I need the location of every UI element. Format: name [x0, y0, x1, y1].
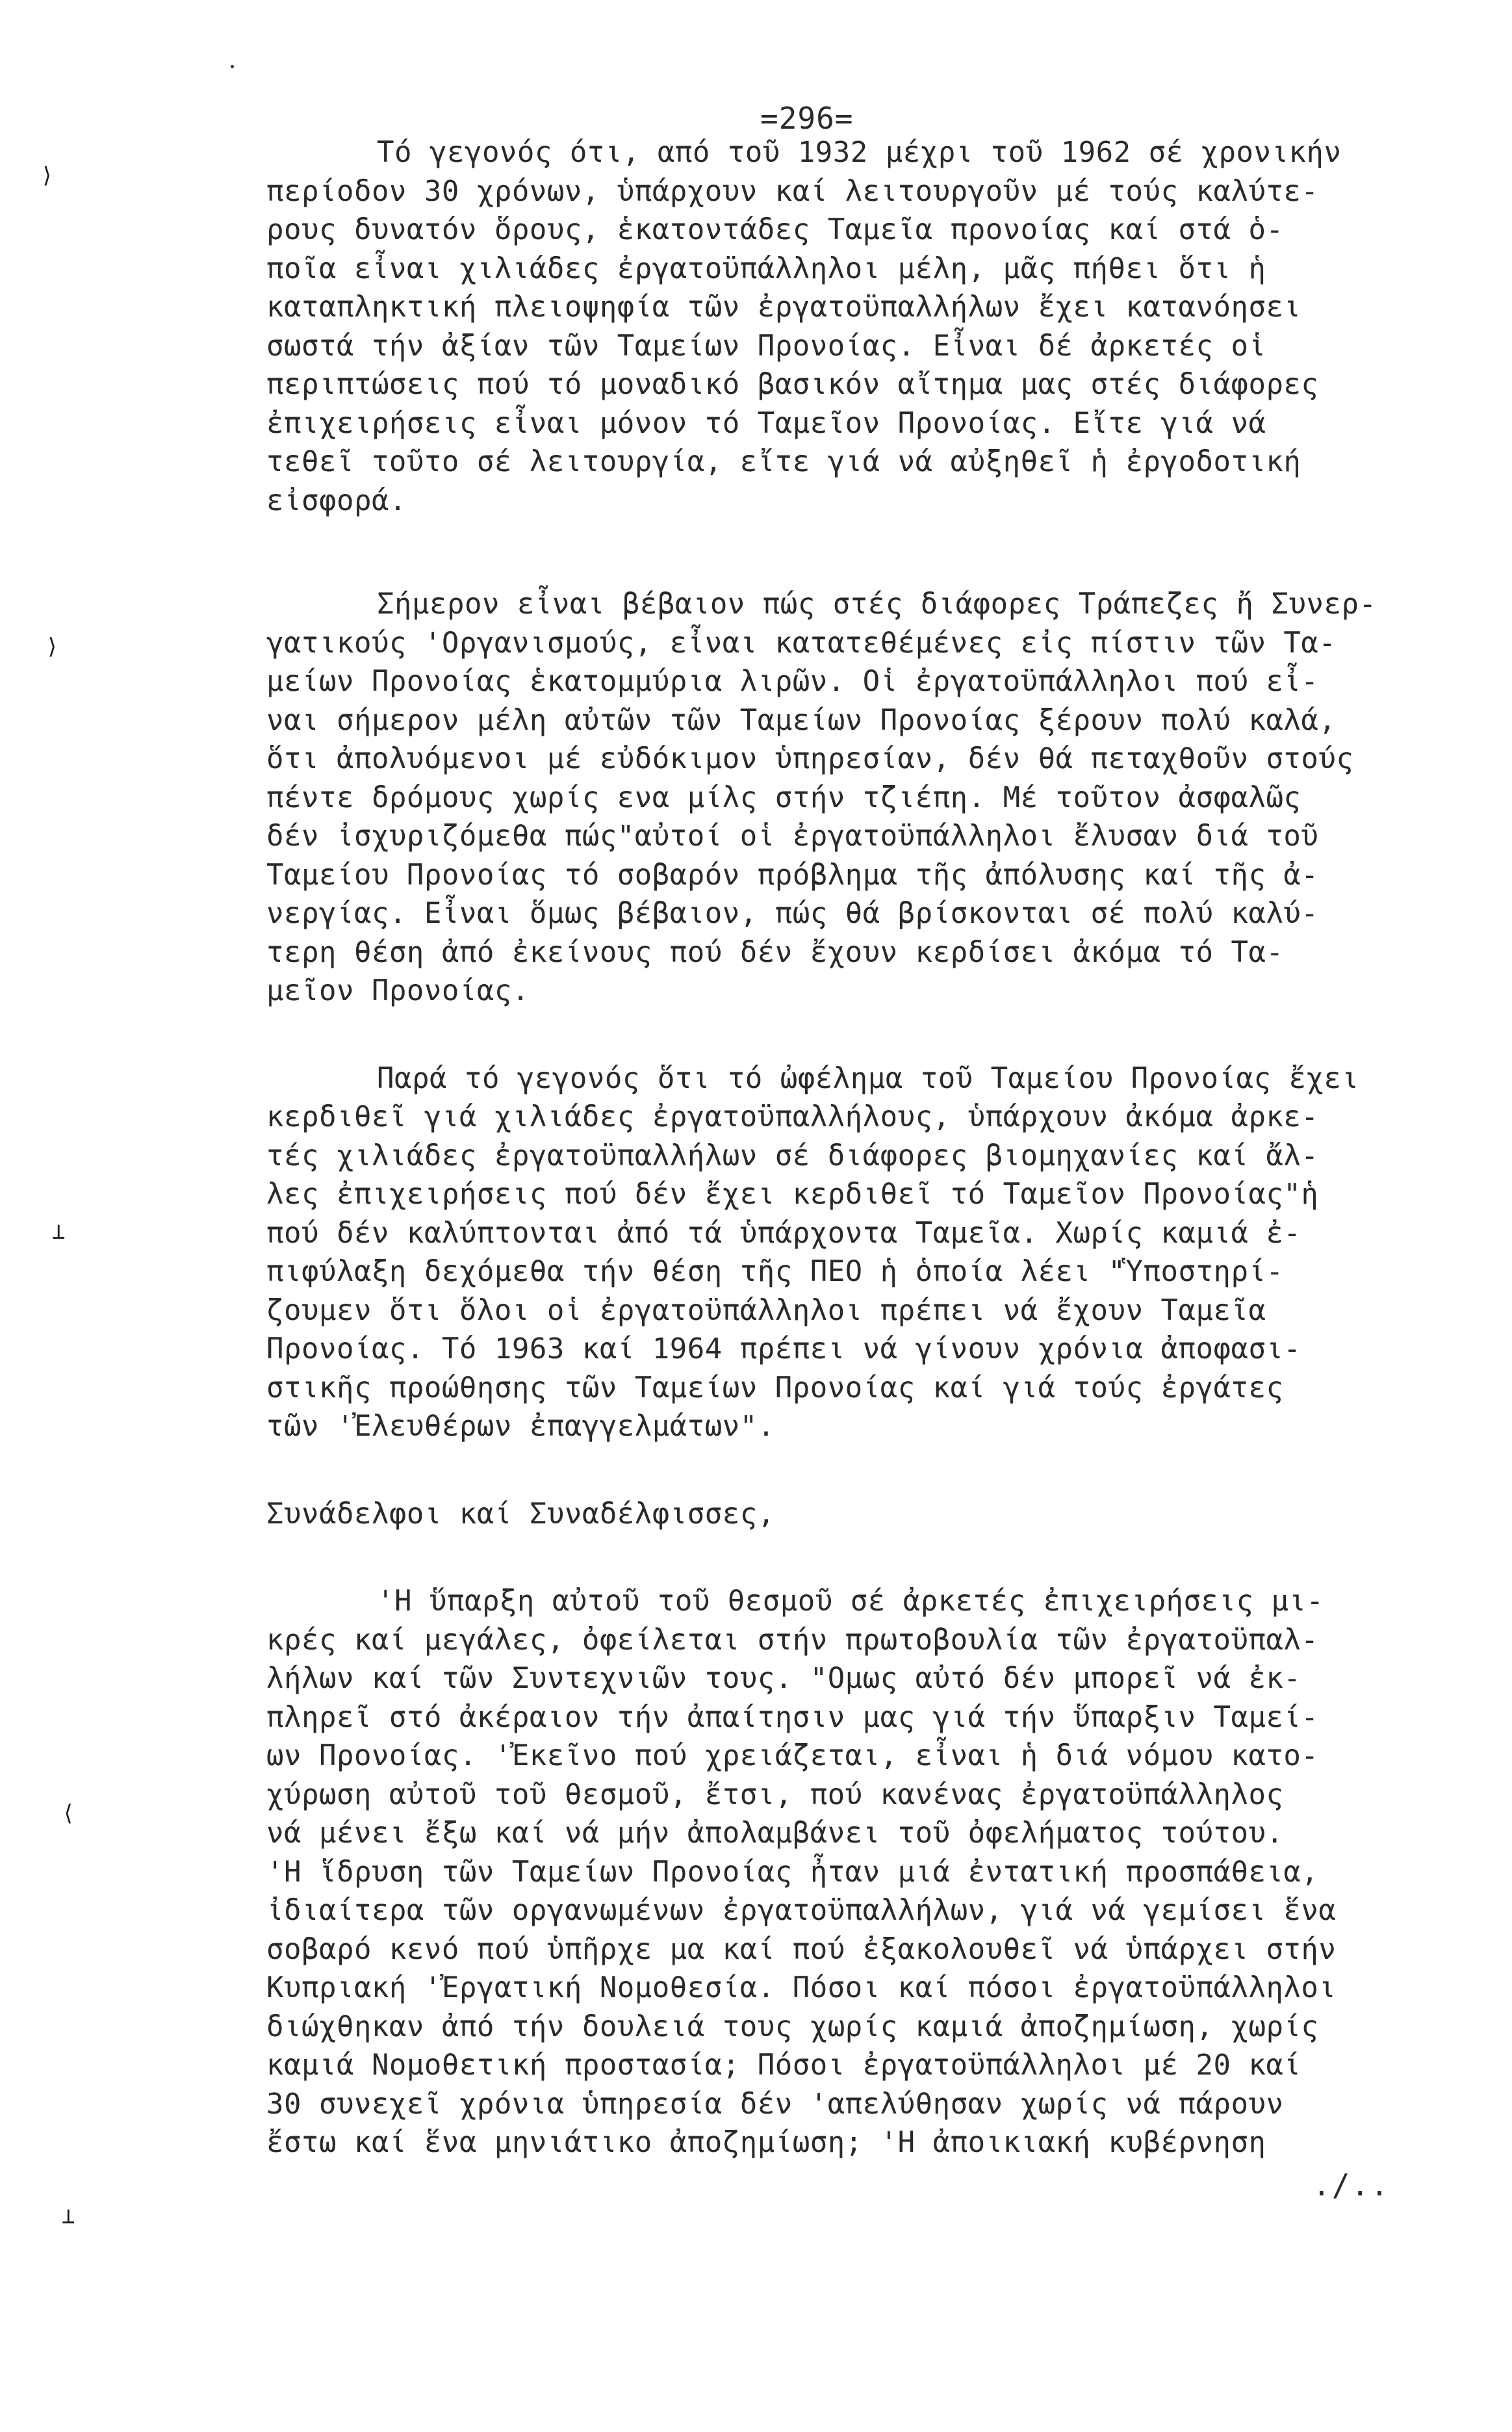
text-line: κερδιθεῖ γιά χιλιάδες ἐργατοϋπαλλήλους, ὑπάρχουν ἀκόμα ἀρκε- — [266, 1100, 1319, 1133]
text-line: Κυπριακή 'Ἐργατική Νομοθεσία. Πόσοι καί πόσοι ἐργατοϋπάλληλοι — [266, 1971, 1337, 2004]
text-line: τεθεῖ τοῦτο σέ λειτουργία, εἴτε γιά νά αὐξηθεῖ ἡ ἐργοδοτική — [266, 445, 1301, 478]
text-line: ων Προνοίας. 'Ἐκεῖνο πού χρειάζεται, εἶναι ἡ διά νόμου κατο- — [266, 1739, 1319, 1772]
paragraph-3 — [266, 1059, 1501, 1446]
text-line: πέντε δρόμους χωρίς ενα μίλς στήν τζιέπη. Μέ τοῦτον ἀσφαλῶς — [266, 781, 1301, 814]
text-line: καταπληκτική πλειοψηφία τῶν ἐργατοϋπαλλήλων ἔχει κατανόησει — [266, 291, 1301, 324]
paragraph-1 — [266, 133, 1501, 520]
speck — [231, 65, 234, 68]
text-line: τές χιλιάδες ἐργατοϋπαλλήλων σέ διάφορες βιομηχανίες καί ἄλ- — [266, 1139, 1319, 1172]
text-line: τερη θέση ἀπό ἐκείνους πού δέν ἔχουν κερδίσει ἀκόμα τό Τα- — [266, 935, 1284, 969]
text-line: δέν ἰσχυριζόμεθα πώς"αὐτοί οἱ ἐργατοϋπάλληλοι ἔλυσαν διά τοῦ — [266, 820, 1319, 853]
text-line: Προνοίας. Τό 1963 καί 1964 πρέπει νά γίνουν χρόνια ἀποφασι- — [266, 1332, 1301, 1365]
text-line: Παρά τό γεγονός ὅτι τό ὠφέλημα τοῦ Ταμείου Προνοίας ἔχει — [377, 1061, 1359, 1095]
margin-mark: ⟩ — [45, 634, 59, 660]
text-line: 30 συνεχεῖ χρόνια ὑπηρεσία δέν 'απελύθησαν χωρίς νά πάρουν — [266, 2087, 1284, 2121]
text-line: πού δέν καλύπτονται ἀπό τά ὑπάρχοντα Ταμεῖα. Χωρίς καμιά ἐ- — [266, 1216, 1301, 1250]
text-line: 'Η ἵδρυση τῶν Ταμείων Προνοίας ἦταν μιά ἐντατική προσπάθεια, — [266, 1855, 1319, 1889]
text-line: μεῖον Προνοίας. — [266, 974, 530, 1007]
text-line: πληρεῖ στό ἀκέραιον τήν ἀπαίτησιν μας γιά τήν ὕπαρξιν Ταμεί- — [266, 1700, 1319, 1734]
text-line: διώχθηκαν ἀπό τήν δουλειά τους χωρίς καμιά ἀποζημίωση, χωρίς — [266, 2010, 1319, 2043]
salutation-line: Συνάδελφοι καί Συναδέλφισσες, — [266, 1497, 775, 1531]
text-line: περιπτώσεις πού τό μοναδικό βασικόν αἴτημα μας στές διάφορες — [266, 368, 1319, 401]
text-line: ἰδιαίτερα τῶν οργανωμένων ἐργατοϋπαλλήλων, γιά νά γεμίσει ἕνα — [266, 1894, 1337, 1927]
text-line: Ταμείου Προνοίας τό σοβαρόν πρόβλημα τῆς ἀπόλυσης καί τῆς ἀ- — [266, 858, 1319, 892]
text-line: εἰσφορά. — [266, 484, 407, 517]
text-line: πιφύλαξη δεχόμεθα τήν θέση τῆς ΠΕΟ ἡ ὁποία λέει "Ὑποστηρί- — [266, 1255, 1284, 1288]
text-line: ἐπιχειρήσεις εἶναι μόνον τό Ταμεῖον Προνοίας. Εἴτε γιά νά — [266, 406, 1266, 440]
document-body — [266, 133, 1501, 2162]
text-line: νεργίας. Εἶναι ὅμως βέβαιον, πώς θά βρίσκονται σέ πολύ καλύ- — [266, 897, 1319, 930]
text-line: Σήμερον εἶναι βέβαιον πώς στές διάφορες Τράπεζες ἤ Συνερ- — [377, 588, 1377, 621]
text-line: Τό γεγονός ότι, από τοῦ 1932 μέχρι τοῦ 1962 σέ χρονικήν — [377, 136, 1342, 169]
text-line: στικῆς προώθησης τῶν Ταμείων Προνοίας καί γιά τούς ἐργάτες — [266, 1371, 1284, 1404]
text-line: τῶν 'Ἐλευθέρων ἐπαγγελμάτων". — [266, 1410, 775, 1443]
text-line: ἔστω καί ἕνα μηνιάτικο ἀποζημίωση; 'Η ἀποικιακή κυβέρνηση — [266, 2126, 1266, 2159]
text-line: περίοδον 30 χρόνων, ὑπάρχουν καί λειτουργοῦν μέ τούς καλύτε- — [266, 174, 1319, 208]
text-line: κρές καί μεγάλες, ὀφείλεται στήν πρωτοβουλία τῶν ἐργατοϋπαλ- — [266, 1623, 1319, 1657]
text-line: καμιά Νομοθετική προστασία; Πόσοι ἐργατοϋπάλληλοι μέ 20 καί — [266, 2049, 1301, 2082]
text-line: 'Η ὕπαρξη αὐτοῦ τοῦ θεσμοῦ σέ ἀρκετές ἐπιχειρήσεις μι- — [377, 1585, 1324, 1618]
text-line: μείων Προνοίας ἑκατομμύρια λιρῶν. Οἱ ἐργατοϋπάλληλοι πού εἶ- — [266, 665, 1319, 698]
text-line: σωστά τήν ἀξίαν τῶν Ταμείων Προνοίας. Εἶναι δέ ἀρκετές οἱ — [266, 329, 1266, 363]
margin-mark: ⊥ — [52, 1219, 66, 1245]
text-line: χύρωση αὐτοῦ τοῦ θεσμοῦ, ἔτσι, πού κανένας ἐργατοϋπάλληλος — [266, 1778, 1284, 1811]
text-line: ζουμεν ὅτι ὅλοι οἱ ἐργατοϋπάλληλοι πρέπει νά ἔχουν Ταμεῖα — [266, 1293, 1266, 1327]
text-line: λήλων καί τῶν Συντεχνιῶν τους. "Ομως αὐτό δέν μπορεῖ νά ἐκ- — [266, 1662, 1301, 1695]
text-line: σοβαρό κενό πού ὑπῆρχε μα καί πού ἐξακολουθεῖ νά ὑπάρχει στήν — [266, 1932, 1337, 1966]
text-line: λες ἐπιχειρήσεις πού δέν ἔχει κερδιθεῖ τό Ταμεῖον Προνοίας"ἡ — [266, 1178, 1319, 1211]
text-line: ρους δυνατόν ὅρους, ἑκατοντάδες Ταμεῖα προνοίας καί στά ὁ- — [266, 213, 1284, 246]
text-line: ποῖα εἶναι χιλιάδες ἐργατοϋπάλληλοι μέλη, μᾶς πήθει ὅτι ἡ — [266, 252, 1266, 285]
text-line: ὅτι ἀπολυόμενοι μέ εὐδόκιμον ὑπηρεσίαν, δέν θά πεταχθοῦν στούς — [266, 742, 1354, 775]
text-line: νά μένει ἔξω καί νά μήν ἀπολαμβάνει τοῦ ὀφελήματος τούτου. — [266, 1817, 1284, 1850]
margin-mark: ⟨ — [62, 1800, 75, 1826]
paragraph-4 — [266, 1582, 1501, 2162]
paragraph-2 — [266, 585, 1501, 1011]
page-number: =296= — [760, 101, 854, 136]
text-line: ναι σήμερον μέλη αὐτῶν τῶν Ταμείων Προνοίας ξέρουν πολύ καλά, — [266, 703, 1337, 737]
salutation — [266, 1495, 1501, 1534]
margin-mark: ⟩ — [40, 162, 54, 188]
continuation-mark: ./.. — [1313, 2167, 1390, 2203]
margin-mark: ⊥ — [62, 2203, 75, 2229]
text-line: γατικούς 'Οργανισμούς, εἶναι κατατεθέμένες εἰς πίστιν τῶν Τα- — [266, 626, 1337, 660]
